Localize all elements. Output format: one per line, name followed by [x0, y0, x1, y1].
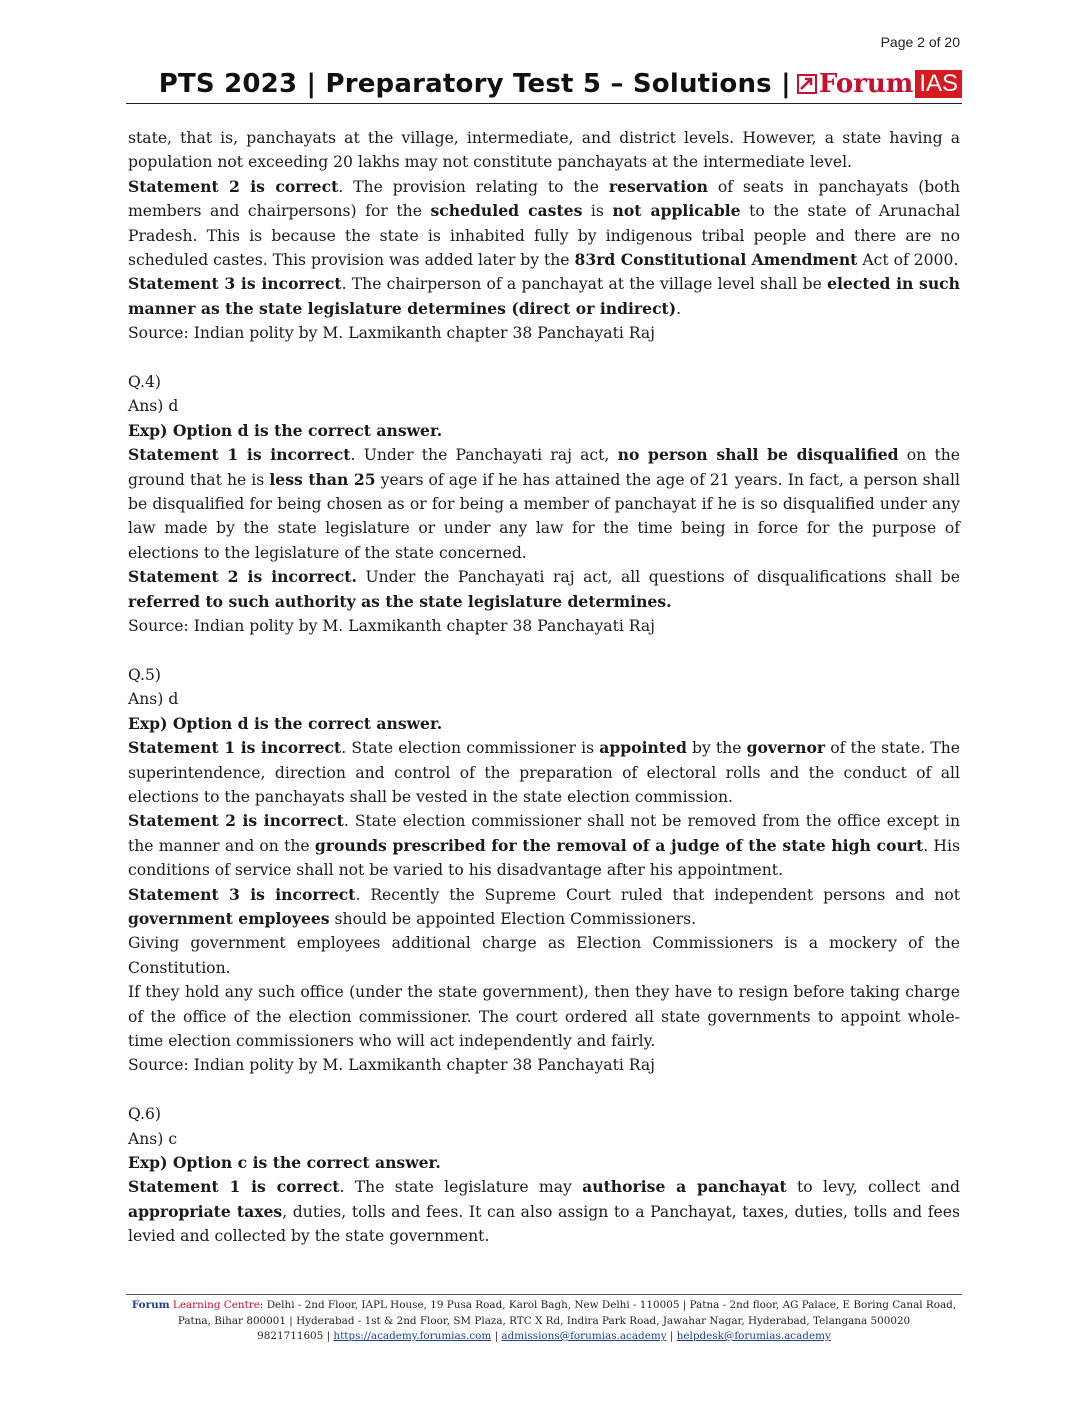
answer-line: Ans) d [128, 397, 179, 416]
statement-2-paragraph: Statement 2 is incorrect. Under the Panchayati raj act, all questions of disqualifications shall be referred to such authority as the state legislature determines. [128, 567, 960, 611]
paragraph: Giving government employees additional charge as Election Commissioners is a mockery of the Constitution. [128, 934, 960, 977]
statement-1-paragraph: Statement 1 is incorrect. Under the Panchayati raj act, no person shall be disqualified on the ground that he is less than 25 years of age if he has attained the age of 21 years. In fact, a person shall be disqualified for being chosen as or for being a member of panchayat if he is so disqualified under any law made by the state legislature or under any law for the time being in force for the purpose of elections to the legislature of the state concerned. [128, 445, 960, 562]
statement-3-paragraph: Statement 3 is incorrect. Recently the Supreme Court ruled that independent persons and not government employees should be appointed Election Commissioners. [128, 884, 961, 928]
academy-link[interactable]: https://academy.forumias.com [333, 1330, 492, 1342]
paragraph: state, that is, panchayats at the village, intermediate, and district levels. However, a state having a population not exceeding 20 lakhs may not constitute panchayats at the intermediate level. [128, 129, 960, 172]
helpdesk-email-link[interactable]: helpdesk@forumias.academy [676, 1330, 831, 1342]
question-number: Q.6) [128, 1105, 161, 1124]
logo-forum-text: Forum [818, 69, 914, 99]
admissions-email-link[interactable]: admissions@forumias.academy [501, 1330, 667, 1342]
source-line: Source: Indian polity by M. Laxmikanth chapter 38 Panchayati Raj [128, 1056, 656, 1075]
logo-ias-text: IAS [915, 70, 962, 98]
statement-1-paragraph: Statement 1 is incorrect. State election commissioner is appointed by the governor of the state. The superintendence, direction and control of the preparation of electoral rolls and the conduct of all elections to the panchayats shall be vested in the state election commission. [128, 738, 961, 806]
paragraph: If they hold any such office (under the state government), then they have to resign before taking charge of the office of the election commissioner. The court ordered all state governments to appoint whole-time election commissioners who will act independently and fairly. [128, 983, 960, 1050]
question-number: Q.5) [128, 665, 161, 684]
explanation-heading: Exp) Option d is the correct answer. [128, 713, 443, 733]
footer-phone: 9821711605 [257, 1330, 324, 1342]
footer-learning-centre: Learning Centre [169, 1299, 260, 1311]
footer-forum: Forum [131, 1299, 170, 1311]
logo-arrow-icon [797, 74, 817, 94]
source-line: Source: Indian polity by M. Laxmikanth chapter 38 Panchayati Raj [128, 617, 656, 636]
statement-3-paragraph: Statement 3 is incorrect. The chairperson of a panchayat at the village level shall be elected in such manner as the state legislature determines (direct or indirect). [128, 274, 961, 318]
question-number: Q.4) [128, 373, 161, 392]
answer-line: Ans) c [128, 1129, 178, 1148]
statement-1-paragraph: Statement 1 is correct. The state legislature may authorise a panchayat to levy, collect and appropriate taxes, duties, tolls and fees. It can also assign to a Panchayat, taxes, duties, tolls and fees levied and collected by the state government. [128, 1177, 960, 1246]
page-number: Page 2 of 20 [880, 34, 960, 50]
page-footer: Forum Learning Centre: Delhi - 2nd Floor, IAPL House, 19 Pusa Road, Karol Bagh, New Delhi - 110005 | Patna - 2nd floor, AG Palace, E Boring Canal Road, Patna, Bihar 800001 | Hyderabad - 1st & 2nd Floor, SM Plaza, RTC X Rd, Indira Park Road, Jawahar Nagar, Hyderabad, Telangana 500020 9821711605 | https://academy.forumias.com | admissions@forumias.academy | helpdesk@forumias.academy [126, 1294, 962, 1345]
page-header [126, 62, 962, 104]
answer-line: Ans) d [128, 690, 179, 709]
footer-addresses: Delhi - 2nd Floor, IAPL House, 19 Pusa Road, Karol Bagh, New Delhi - 110005 | Patna - 2nd floor, AG Palace, E Boring Canal Road, Patna, Bihar 800001 | Hyderabad - 1st & 2nd Floor, SM Plaza, RTC X Rd, Indira Park Road, Jawahar Nagar, Hyderabad, Telangana 500020 [177, 1299, 957, 1327]
explanation-heading: Exp) Option d is the correct answer. [128, 420, 443, 440]
statement-2-paragraph: Statement 2 is incorrect. State election commissioner shall not be removed from the office except in the manner and on the grounds prescribed for the removal of a judge of the state high court. His conditions of service shall not be varied to his disadvantage after his appointment. [128, 811, 960, 880]
explanation-heading: Exp) Option c is the correct answer. [128, 1153, 441, 1173]
header-title: PTS 2023 | Preparatory Test 5 – Solutions | [158, 69, 791, 99]
forumias-logo [797, 69, 962, 99]
solutions-content [128, 126, 960, 1249]
source-line: Source: Indian polity by M. Laxmikanth chapter 38 Panchayati Raj [128, 324, 656, 343]
statement-2-paragraph: Statement 2 is correct. The provision relating to the reservation of seats in panchayats (both members and chairpersons) for the scheduled castes is not applicable to the state of Arunachal Pradesh. This is because the state is inhabited fully by indigenous tribal people and there are no scheduled castes. This provision was added later by the 83rd Constitutional Amendment Act of 2000. [128, 176, 961, 270]
